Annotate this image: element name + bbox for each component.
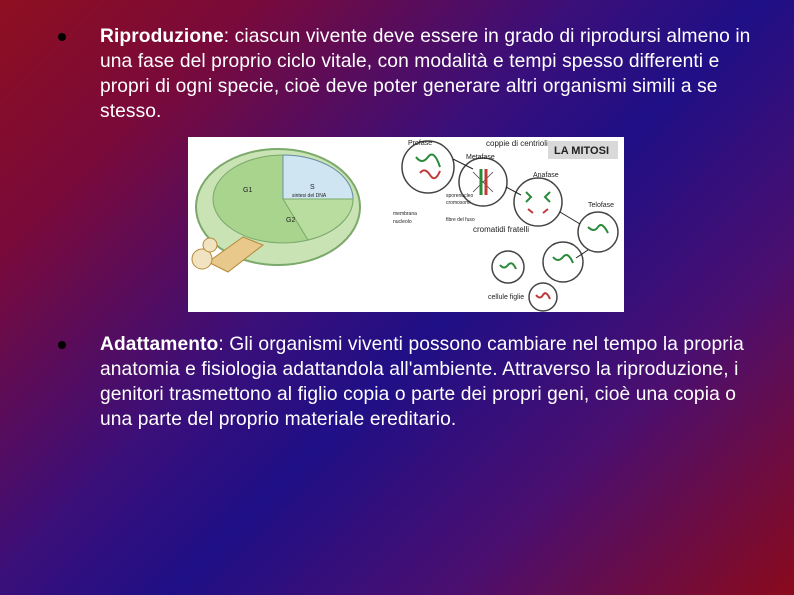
label-membrana: membrana — [393, 211, 417, 217]
cell-figlia-1 — [492, 251, 524, 283]
label-sporenucleo: sporenucleo — [446, 193, 474, 199]
cell-telofase — [578, 212, 618, 252]
label-cellule-figlie: cellule figlie — [488, 294, 525, 301]
label-fibre: fibre del fuso — [446, 217, 475, 223]
bullet-2 — [58, 341, 66, 349]
label-cromatidi: cromatidi fratelli — [473, 225, 530, 234]
term-riproduzione: Riproduzione — [100, 26, 224, 47]
text-adattamento: : Gli organismi viventi possono cambiare nel tempo la propria anatomia e fisiologia adattandola all'ambiente. Attraverso la riproduzione, i genitori trasmettono al figlio copia o parte dei propri geni, cioè una copia o una parte del proprio materiale ereditario. — [100, 334, 744, 430]
cell-profase — [402, 141, 454, 193]
bullet-1 — [58, 33, 66, 41]
paragraph-riproduzione — [100, 24, 760, 124]
mitosis-figure — [188, 137, 624, 312]
label-s: S — [310, 184, 315, 191]
cell-anafase-2 — [543, 242, 583, 282]
label-sintesi: sintesi del DNA — [292, 193, 327, 199]
cell-anafase — [514, 178, 562, 226]
mitosi-title: LA MITOSI — [554, 145, 609, 157]
cell-figlia-2 — [529, 283, 557, 311]
label-g1: G1 — [243, 187, 253, 194]
label-telofase: Telofase — [588, 202, 615, 209]
paragraph-adattamento — [100, 332, 760, 432]
label-coppie: coppie di centrioli — [486, 139, 548, 148]
daughter-cell-b — [203, 238, 217, 252]
label-profase: Profase — [408, 140, 433, 147]
label-metafase: Metafase — [466, 154, 495, 161]
label-cromosomi: cromosomi — [446, 200, 471, 206]
text-riproduzione: : ciascun vivente deve essere in grado di riprodursi almeno in una fase del proprio ciclo vitale, con modalità e tempi spesso differenti e propri di ogni specie, cioè deve poter generare altri organismi simili a se stesso. — [100, 26, 751, 122]
label-g2: G2 — [286, 217, 296, 224]
mitosis-diagram — [188, 137, 624, 312]
label-nucleolo: nucleolo — [393, 219, 412, 225]
label-anafase: Anafase — [533, 172, 559, 179]
term-adattamento: Adattamento — [100, 334, 219, 355]
